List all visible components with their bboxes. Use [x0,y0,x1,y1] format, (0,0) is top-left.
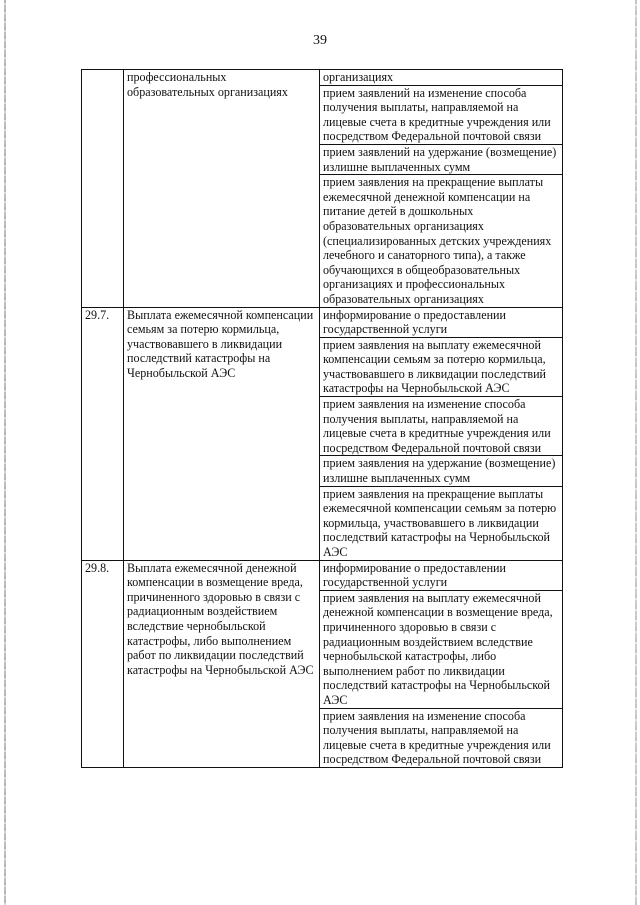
table-row [82,70,563,86]
action-cell: прием заявления на изменение способа получения выплаты, направляемой на лицевые счета в кредитные учреждения или посредством Федеральной почтовой связи [320,397,563,456]
action-cell: информирование о предоставлении государственной услуги [320,307,563,337]
row-number: 29.7. [82,307,124,560]
table-row [82,307,563,337]
action-cell: прием заявления на изменение способа получения выплаты, направляемой на лицевые счета в кредитные учреждения или посредством Федеральной почтовой связи [320,708,563,767]
scan-edge-left [4,0,6,905]
page-number: 39 [313,33,327,48]
service-name: профессиональных образовательных организациях [124,70,320,308]
service-name: Выплата ежемесячной компенсации семьям за потерю кормильца, участвовавшего в ликвидации последствий катастрофы на Чернобыльской АЭС [124,307,320,560]
action-cell: информирование о предоставлении государственной услуги [320,560,563,590]
table-row [82,560,563,590]
action-cell: прием заявления на прекращение выплаты ежемесячной компенсации семьям за потерю кормильца, участвовавшего в ликвидации последствий катастрофы на Чернобыльской АЭС [320,486,563,560]
action-cell: прием заявления на выплату ежемесячной денежной компенсации в возмещение вреда, причиненного здоровью в связи с радиационным воздействием вследствие чернобыльской катастрофы, либо выполнением работ по ликвидации последствий катастрофы на Чернобыльской АЭС [320,590,563,708]
action-cell: прием заявления на прекращение выплаты ежемесячной денежной компенсации на питание детей в дошкольных образовательных организациях (специализированных детских учреждениях лечебного и санаторного типа), а также обучающихся в общеобразовательных организациях и профессиональных образовательных организациях [320,175,563,307]
action-cell: прием заявления на выплату ежемесячной компенсации семьям за потерю кормильца, участвовавшего в ликвидации последствий катастрофы на Чернобыльской АЭС [320,337,563,396]
action-cell: прием заявления на удержание (возмещение) излишне выплаченных сумм [320,456,563,486]
action-cell: организациях [320,70,563,86]
scan-edge-right [635,0,637,905]
action-cell: прием заявлений на изменение способа получения выплаты, направляемой на лицевые счета в кредитные учреждения или посредством Федеральной почтовой связи [320,85,563,144]
service-name: Выплата ежемесячной денежной компенсации в возмещение вреда, причиненного здоровью в связи с радиационным воздействием вследствие чернобыльской катастрофы, либо выполнением работ по ликвидации последствий катастрофы на Чернобыльской АЭС [124,560,320,767]
services-table [81,69,563,768]
row-number: 29.8. [82,560,124,767]
row-number [82,70,124,308]
action-cell: прием заявлений на удержание (возмещение) излишне выплаченных сумм [320,144,563,174]
